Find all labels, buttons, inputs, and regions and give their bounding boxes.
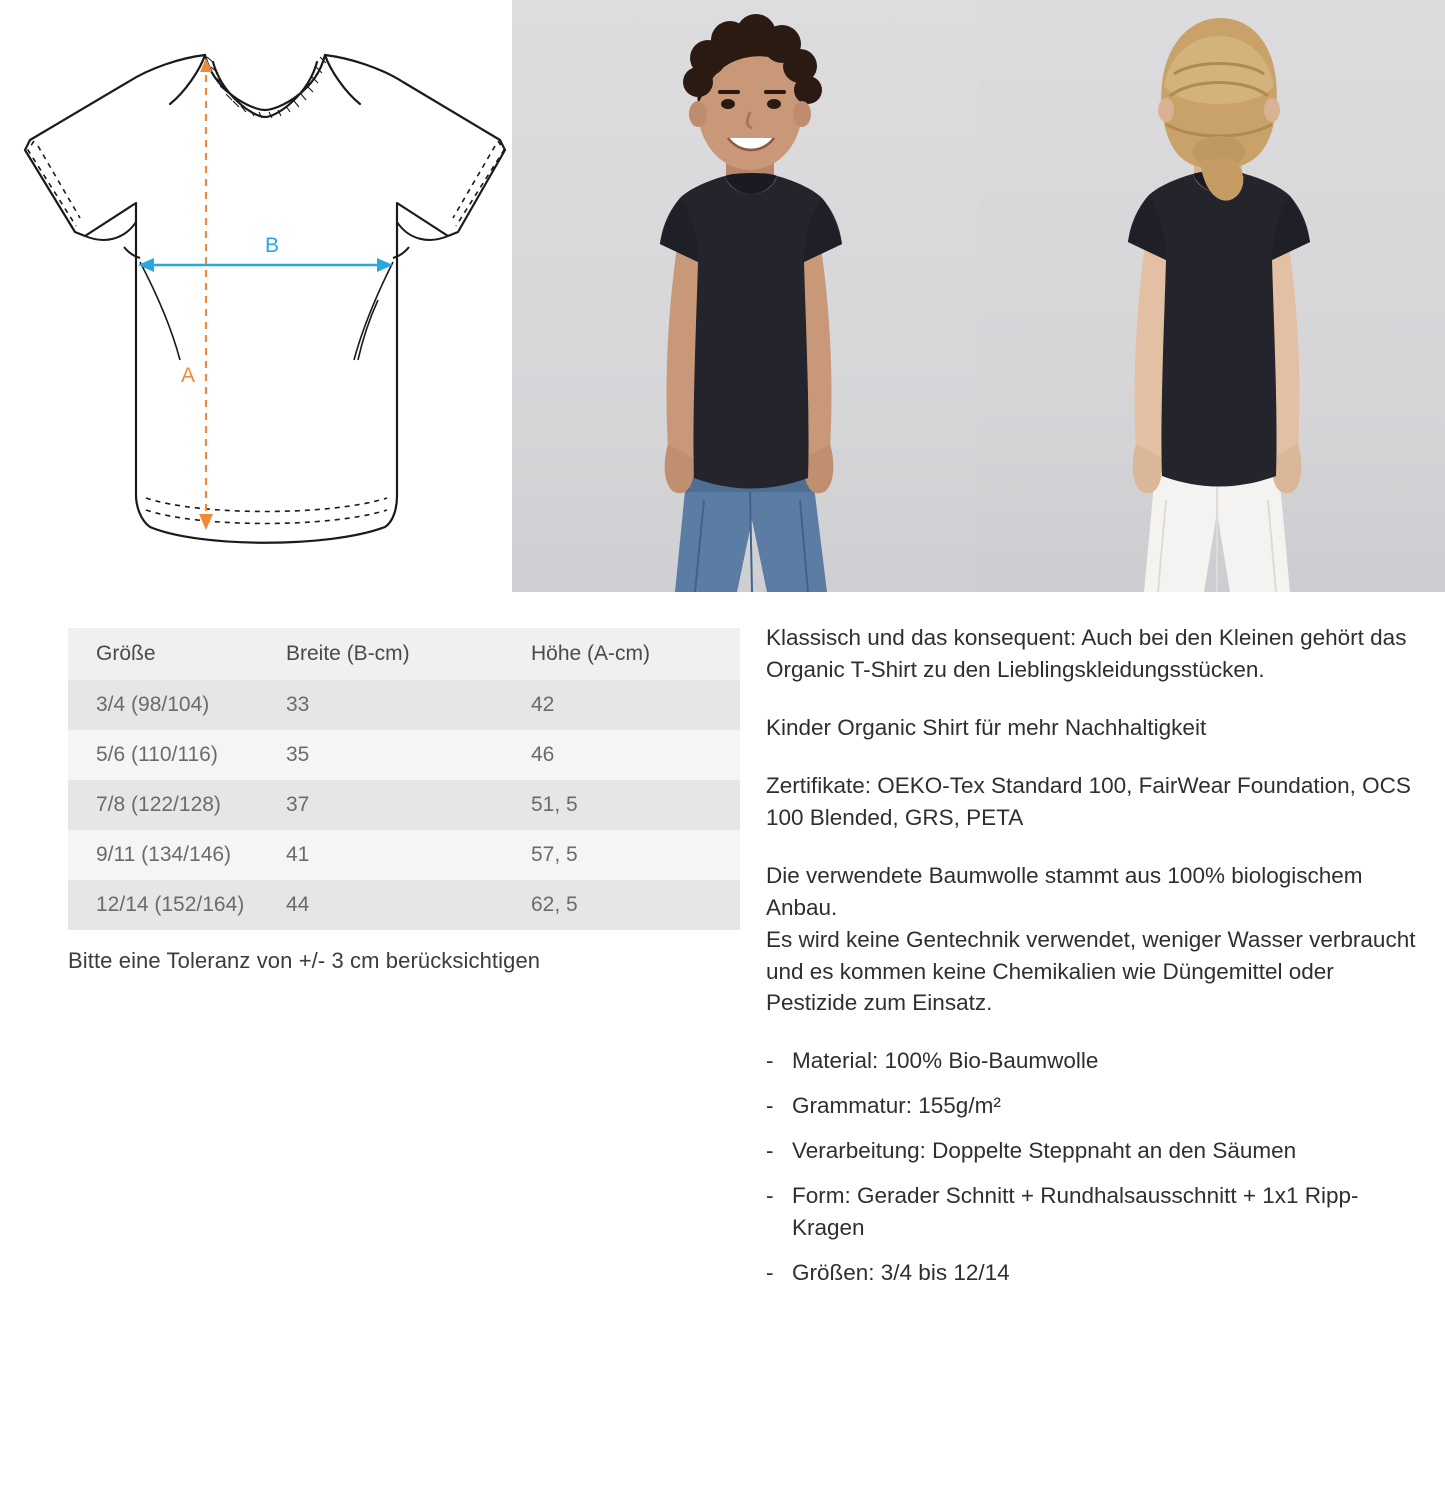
list-item-label: Form: Gerader Schnitt + Rundhalsausschnitt + 1x1 Ripp-Kragen	[792, 1183, 1359, 1241]
cell-width: 41	[286, 843, 310, 866]
description-cotton-detail: Es wird keine Gentechnik verwendet, weniger Wasser verbraucht und es kommen keine Chemikalien wie Düngemittel oder Pestizide zum Einsatz.	[766, 926, 1416, 1016]
table-row	[68, 880, 740, 930]
bullet-marker-icon: -	[766, 1093, 774, 1119]
cell-height: 51, 5	[531, 793, 578, 816]
cell-height: 62, 5	[531, 893, 578, 916]
product-description	[766, 622, 1416, 1302]
bullet-marker-icon: -	[766, 1183, 774, 1209]
product-photo-strip	[512, 0, 1445, 592]
tshirt-measurement-diagram	[0, 0, 510, 592]
cell-size: 5/6 (110/116)	[96, 743, 218, 766]
size-table-container	[68, 628, 740, 930]
cell-width: 37	[286, 793, 310, 816]
bullet-marker-icon: -	[766, 1138, 774, 1164]
column-header-size: Größe	[68, 628, 258, 680]
size-table	[68, 628, 740, 930]
front-view-photo	[512, 0, 978, 592]
description-cotton: Die verwendete Baumwolle stammt aus 100% biologischem Anbau.	[766, 862, 1363, 920]
column-header-height: Höhe (A-cm)	[503, 628, 740, 680]
cell-size: 12/14 (152/164)	[96, 893, 245, 916]
list-item-label: Material: 100% Bio-Baumwolle	[792, 1048, 1099, 1074]
cell-width: 33	[286, 693, 310, 716]
table-row	[68, 730, 740, 780]
back-view-photo	[978, 0, 1445, 592]
description-intro: Klassisch und das konsequent: Auch bei den Kleinen gehört das Organic T-Shirt zu den Lieblingskleidungsstücken.	[766, 625, 1407, 682]
bullet-marker-icon: -	[766, 1260, 774, 1286]
product-visuals	[0, 0, 1445, 592]
cell-height: 42	[531, 693, 555, 716]
list-item-label: Größen: 3/4 bis 12/14	[792, 1260, 1010, 1286]
table-row	[68, 830, 740, 880]
list-item-label: Verarbeitung: Doppelte Steppnaht an den Säumen	[792, 1138, 1297, 1164]
list-item	[766, 1090, 1416, 1122]
description-certificates: Zertifikate: OEKO-Tex Standard 100, FairWear Foundation, OCS 100 Blended, GRS, PETA	[766, 772, 1411, 830]
list-item-label: Grammatur: 155g/m²	[792, 1093, 1001, 1119]
cell-size: 7/8 (122/128)	[96, 793, 221, 816]
cell-height: 46	[531, 743, 555, 766]
cell-size: 3/4 (98/104)	[96, 693, 210, 716]
cell-width: 35	[286, 743, 310, 766]
width-label: B	[264, 234, 280, 257]
tolerance-note: Bitte eine Toleranz von +/- 3 cm berücksichtigen	[68, 948, 541, 973]
cell-width: 44	[286, 893, 310, 916]
spec-list	[766, 1045, 1416, 1289]
bullet-marker-icon: -	[766, 1048, 774, 1074]
table-row	[68, 780, 740, 830]
description-tagline: Kinder Organic Shirt für mehr Nachhaltigkeit	[766, 714, 1207, 740]
list-item	[766, 1135, 1416, 1167]
list-item	[766, 1257, 1416, 1289]
cell-size: 9/11 (134/146)	[96, 843, 232, 866]
list-item	[766, 1180, 1416, 1244]
column-header-width: Breite (B-cm)	[258, 628, 503, 680]
cell-height: 57, 5	[531, 843, 578, 866]
height-label: A	[180, 364, 196, 387]
table-header-row	[68, 628, 740, 680]
table-row	[68, 680, 740, 730]
list-item	[766, 1045, 1416, 1077]
